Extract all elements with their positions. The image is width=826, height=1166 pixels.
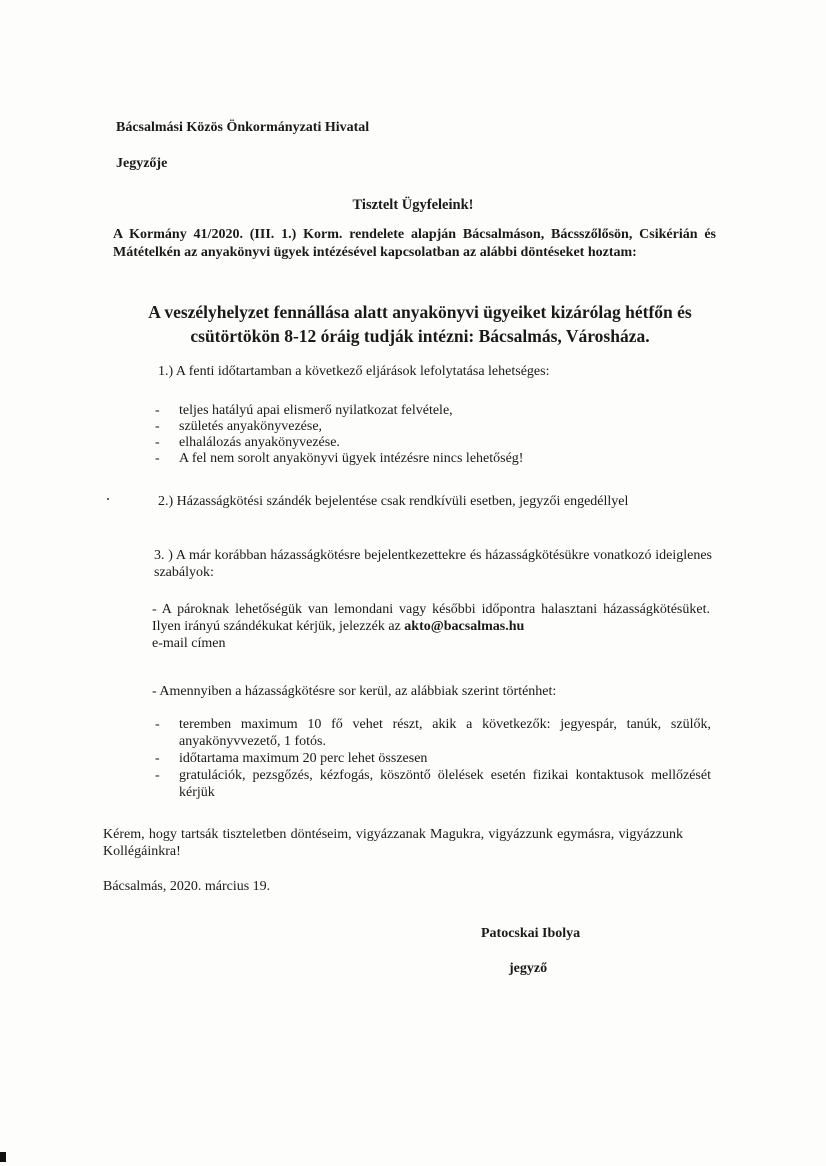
list-item: - teremben maximum 10 fő vehet részt, akik a következők: jegyespár, tanúk, szülők, anyakönyvvezető, 1 fotós. xyxy=(155,717,711,749)
section-1-title: 1.) A fenti időtartamban a következő eljárások lefolytatása lehetséges: xyxy=(158,364,550,379)
list-item: - időtartama maximum 20 perc lehet összesen xyxy=(155,751,428,766)
closing-paragraph: Kérem, hogy tartsák tiszteletben döntéseim, vigyázzanak Magukra, vigyázzunk egymásra, vigyázzunk Kollégáinkra! xyxy=(103,827,683,859)
list-item: - A fel nem sorolt anyakönyvi ügyek intézésre nincs lehetőség! xyxy=(155,451,524,466)
place-date: Bácsalmás, 2020. március 19. xyxy=(103,879,271,894)
list-item: - születés anyakönyvezése, xyxy=(155,419,323,434)
section-2: 2.) Házasságkötési szándék bejelentése csak rendkívüli esetben, jegyzői engedéllyel xyxy=(158,494,629,509)
section-1-list xyxy=(155,403,715,467)
section-3-title: 3. ) A már korábban házasságkötésre bejelentkezettekre és házasságkötésükre vonatkozó ideiglenes szabályok: xyxy=(154,548,712,580)
signature-title: jegyző xyxy=(509,961,548,976)
office-name: Bácsalmási Közös Önkormányzati Hivatal xyxy=(116,120,370,135)
scan-edge-mark xyxy=(0,1152,6,1162)
office-role: Jegyzője xyxy=(116,156,168,171)
list-item: - elhalálozás anyakönyvezése. xyxy=(155,435,340,450)
list-item: - gratulációk, pezsgőzés, kézfogás, köszöntő ölelések esetén fizikai kontaktusok mellőzését kérjük xyxy=(155,768,711,800)
email-address: akto@bacsalmas.hu xyxy=(404,619,525,634)
list-item: - teljes hatályú apai elismerő nyilatkozat felvétele, xyxy=(155,403,453,418)
signature-name: Patocskai Ibolya xyxy=(481,926,581,941)
section-3-cancel-paragraph: - A pároknak lehetőségük van lemondani vagy későbbi időpontra halasztani házasságkötésüket. Ilyen irányú szándékukat kérjük, jelezzék az akto@bacsalmas.hu e-mail címen xyxy=(152,602,710,651)
salutation: Tisztelt Ügyfeleink! xyxy=(352,197,474,213)
intro-paragraph: A Kormány 41/2020. (III. 1.) Korm. rendelete alapján Bácsalmáson, Bácsszőlősön, Csikérián és Mátételkén az anyakönyvi ügyek intézésével kapcsolatban az alábbi döntéseket hoztam: xyxy=(113,227,716,260)
headline-notice: A veszélyhelyzet fennállása alatt anyakönyvi ügyeiket kizárólag hétfőn és csütörtökön 8-12 óráig tudják intézni: Bácsalmás, Városháza. xyxy=(148,302,692,346)
scan-dot xyxy=(107,498,109,500)
section-3-wedding-paragraph: - Amennyiben a házasságkötésre sor kerül, az alábbiak szerint történhet: xyxy=(152,684,557,699)
section-3-list xyxy=(155,716,711,801)
